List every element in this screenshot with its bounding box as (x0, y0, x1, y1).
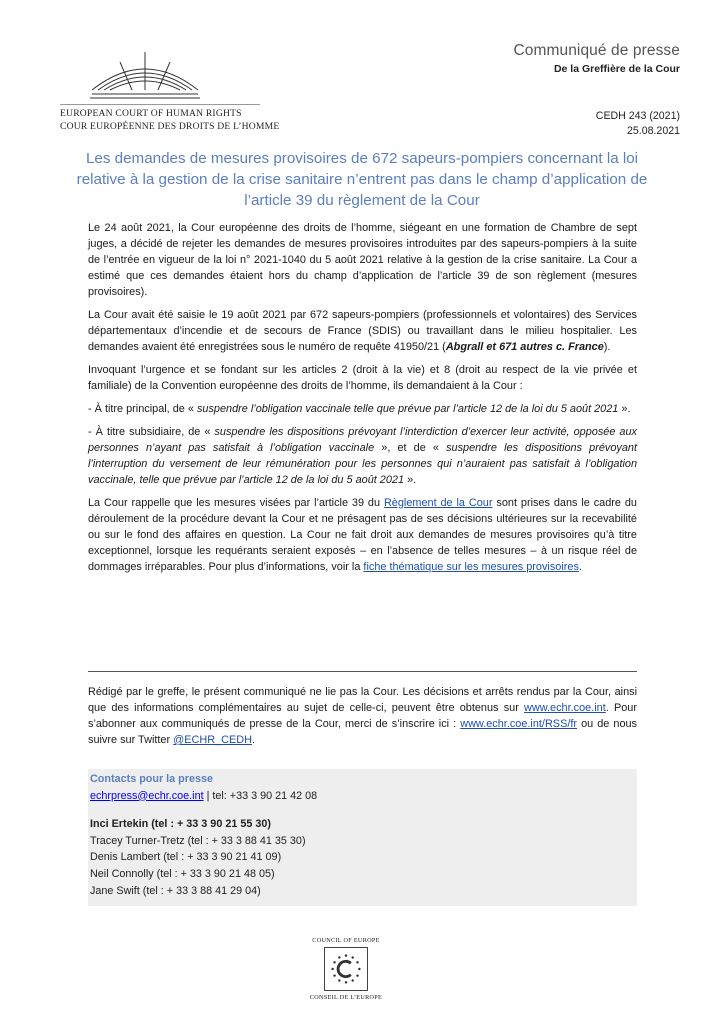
text: - À titre principal, de « (88, 403, 197, 415)
quote: suspendre les dispositions prévoyant l’interruption du versement de leur rémunération pour les personnes qui n’auraient pas satisfait à l’obligation vaccinale, telle que prévue par l’article 12 de la loi du 5 août 2021 (88, 442, 637, 486)
press-phone: | tel: +33 3 90 21 42 08 (203, 789, 318, 802)
text: La Cour rappelle que les mesures visées par l’article 39 du (88, 497, 384, 509)
text: ). (603, 341, 611, 353)
contact-email-line (90, 788, 635, 805)
reference-number: CEDH 243 (2021) (595, 110, 680, 122)
text: ou de nous suivre sur Twitter (88, 718, 638, 746)
spacer (90, 804, 635, 816)
text: ». (404, 474, 417, 486)
text: », et de « (374, 442, 447, 454)
quote: suspendre les dispositions prévoyant l’interdiction d’exercer leur activité, opposée aux personnes n’ayant pas satisfait à l’obligation vaccinale (88, 426, 637, 454)
contact-person: Neil Connolly (tel : + 33 3 90 21 48 05) (90, 867, 275, 880)
contact-person: Jane Swift (tel : + 33 3 88 41 29 04) (90, 884, 261, 897)
divider (88, 671, 637, 672)
paragraph: Le 24 août 2021, la Cour européenne des droits de l’homme, siégeant en une formation de Chambre de sept juges, a décidé de rejeter les demandes de mesures provisoires introduites par des sapeurs-pompiers à la suite de l’entrée en vigueur de la loi n° 2021-1040 du 5 août 2021 relative à la gestion de la crise sanitaire. La Cour a estimé que ces demandes étaient hors du champ d’application de l’article 39 de son règlement (mesures provisoires). (88, 222, 637, 298)
text: La Cour avait été saisie le 19 août 2021 par 672 sapeurs-pompiers (professionnels et volontaires) des Services départementaux d’incendie et de secours de France (SDIS) ou travaillant dans le milieu hospitalier. Les demandes avaient été enregistrées sous le numéro de requête 41950/21 ( (88, 309, 637, 353)
paragraph (88, 495, 637, 575)
release-date: 25.08.2021 (626, 125, 680, 137)
text: Rédigé par le greffe, le présent communiqué ne lie pas la Cour. Les décisions et arrêts rendus par la Cour, ainsi que des informations complémentaires au sujet de celle-ci, peuvent être obtenus sur (88, 686, 637, 714)
quote: suspendre l’obligation vaccinale telle que prévue par l’article 12 de la loi du 5 août 2021 (196, 403, 619, 415)
paragraph (88, 307, 637, 355)
contact-person: Tracey Turner-Tretz (tel : + 33 3 88 41 35 30) (90, 834, 306, 847)
rss-link[interactable]: www.echr.coe.int/RSS/fr (460, 718, 578, 730)
website-link[interactable]: www.echr.coe.int (524, 702, 606, 714)
press-email-link[interactable]: echrpress@echr.coe.int (90, 789, 204, 802)
case-name: Abgrall et 671 autres c. France (445, 341, 604, 353)
text: ». (618, 403, 631, 415)
text: . Pour s’abonner aux communiqués de presse de la Cour, merci de s’inscrire ici : (88, 702, 637, 730)
court-logo (60, 44, 280, 132)
contacts-title: Contacts pour la presse (90, 773, 213, 785)
headline: Les demandes de mesures provisoires de 672 sapeurs-pompiers concernant la loi relative à la gestion de la crise sanitaire n’entrent pas dans le champ d’application de l’article 39 du règlement de la Cour (76, 150, 648, 209)
footer-note (88, 684, 637, 748)
paragraph: Invoquant l’urgence et se fondant sur les articles 2 (droit à la vie) et 8 (droit au respect de la vie privée et familiale) de la Convention européenne des droits de l’homme, ils demandaient à la Cour : (88, 364, 637, 392)
court-name-en: EUROPEAN COURT OF HUMAN RIGHTS (60, 104, 260, 119)
text: . (578, 561, 582, 573)
press-subtitle: De la Greffière de la Cour (553, 63, 680, 75)
article-body (88, 220, 637, 582)
council-of-europe-logo (306, 937, 386, 1001)
text: sont prises dans le cadre du déroulement de la procédure devant la Cour et ne présagent pas de ses décisions ultérieures sur la recevabilité ou sur le fond des affaires en question. La Cour ne fait droit aux demandes de mesures provisoires qu’à titre exceptionnel, lorsque les requérants seraient exposés – en l’absence de telles mesures – à un risque réel de dommages irréparables. Pour plus d’informations, voir la (88, 497, 637, 573)
court-building-logo-icon (90, 44, 200, 102)
coe-emblem-icon (324, 947, 368, 991)
twitter-link[interactable]: @ECHR_CEDH (173, 734, 252, 746)
coe-name-en: COUNCIL OF EUROPE (312, 937, 380, 944)
text: . (251, 734, 256, 746)
contact-person: Denis Lambert (tel : + 33 3 90 21 41 09) (90, 851, 282, 864)
reference-block (596, 109, 680, 139)
press-title: Communiqué de presse (513, 42, 680, 59)
court-name-fr: COUR EUROPÉENNE DES DROITS DE L’HOMME (60, 121, 280, 132)
paragraph (88, 401, 637, 417)
rules-of-court-link[interactable]: Règlement de la Cour (383, 497, 493, 509)
paragraph (88, 424, 637, 488)
text: - À titre subsidiaire, de « (88, 426, 215, 438)
press-header (513, 42, 680, 75)
factsheet-link[interactable]: fiche thématique sur les mesures provisoires (363, 561, 579, 573)
contact-person: Inci Ertekin (tel : + 33 3 90 21 55 30) (90, 818, 271, 831)
coe-name-fr: CONSEIL DE L’EUROPE (309, 994, 383, 1001)
press-contacts (88, 769, 637, 906)
